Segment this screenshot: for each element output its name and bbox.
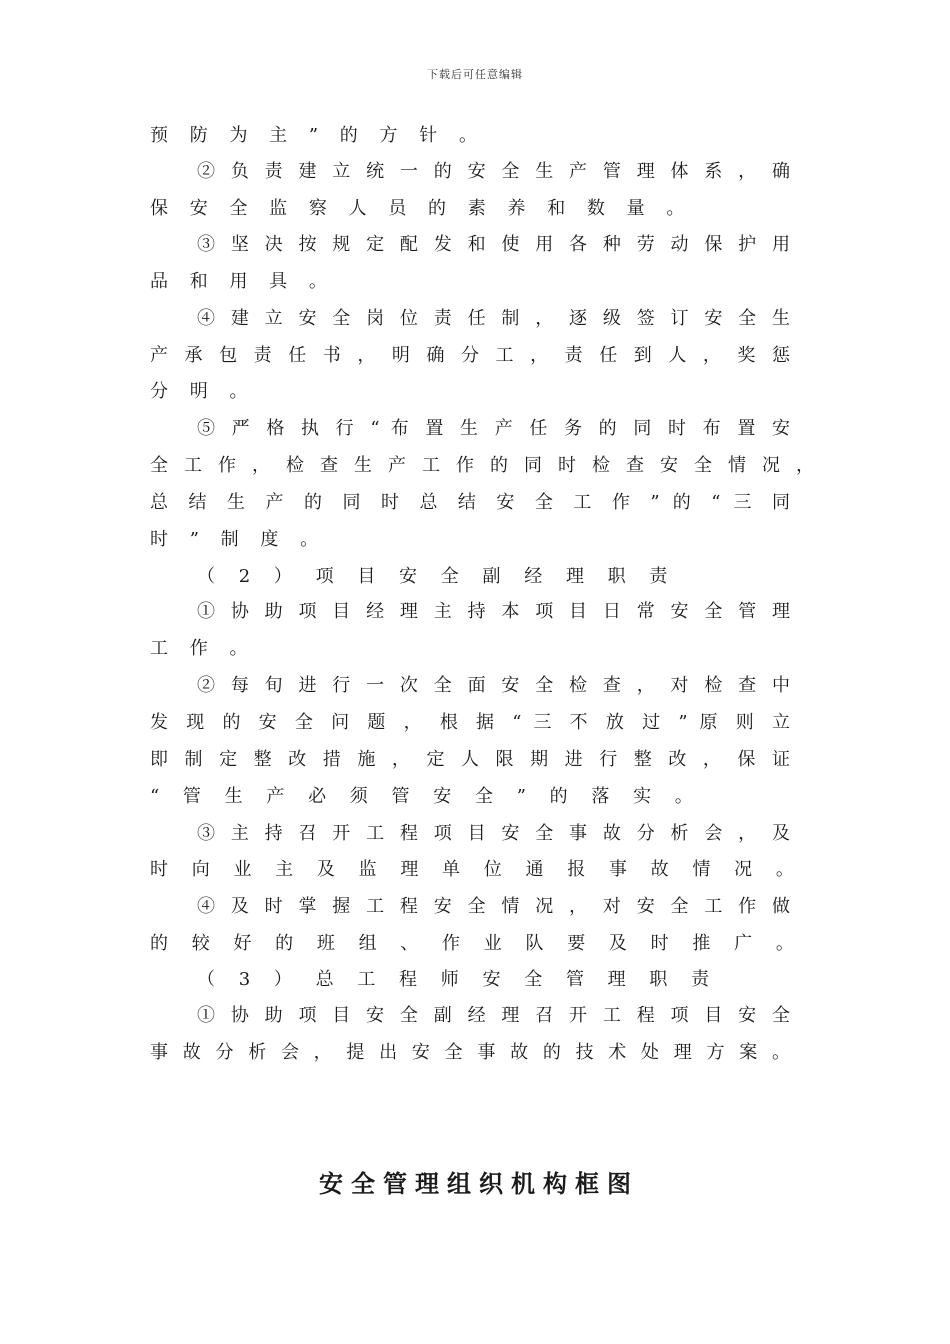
page-header-note: 下载后可任意编辑 bbox=[427, 68, 523, 81]
body-line: 时 向 业 主 及 监 理 单 位 通 报 事 故 情 况 。 bbox=[150, 859, 803, 880]
body-line: 发 现 的 安 全 问 题 ， 根 据 “ 三 不 放 过 ” 原 则 立 bbox=[150, 712, 790, 733]
body-line: ① 协 助 项 目 安 全 副 经 理 召 开 工 程 项 目 安 全 bbox=[197, 1005, 790, 1026]
body-line: “ 管 生 产 必 须 管 安 全 ” 的 落 实 。 bbox=[150, 786, 702, 807]
body-line: 事 故 分 析 会 ， 提 出 安 全 事 故 的 技 术 处 理 方 案 。 bbox=[150, 1042, 790, 1063]
body-line: ① 协 助 项 目 经 理 主 持 本 项 目 日 常 安 全 管 理 bbox=[197, 601, 790, 622]
body-line: 品 和 用 具 。 bbox=[150, 271, 335, 292]
body-line: ② 每 旬 进 行 一 次 全 面 安 全 检 查 ， 对 检 查 中 bbox=[197, 675, 790, 696]
body-line: ② 负 责 建 立 统 一 的 安 全 生 产 管 理 体 系 ， 确 bbox=[197, 161, 790, 182]
body-line: 的 较 好 的 班 组 、 作 业 队 要 及 时 推 广 。 bbox=[150, 933, 803, 954]
body-line: ③ 主 持 召 开 工 程 项 目 安 全 事 故 分 析 会 ， 及 bbox=[197, 823, 790, 844]
body-line: 时 ” 制 度 。 bbox=[150, 529, 327, 550]
body-line: ⑤ 严 格 执 行 “ 布 置 生 产 任 务 的 同 时 布 置 安 bbox=[197, 418, 790, 439]
body-line: ④ 建 立 安 全 岗 位 责 任 制 ， 逐 级 签 订 安 全 生 bbox=[197, 308, 790, 329]
section-heading: （ 2 ） 项 目 安 全 副 经 理 职 责 bbox=[197, 566, 677, 587]
body-line: ③ 坚 决 按 规 定 配 发 和 使 用 各 种 劳 动 保 护 用 bbox=[197, 234, 790, 255]
body-line: 总 结 生 产 的 同 时 总 结 安 全 工 作 ” 的 “ 三 同 bbox=[150, 492, 790, 513]
body-line: 预 防 为 主 ” 的 方 针 。 bbox=[150, 125, 485, 146]
body-line: 工 作 。 bbox=[150, 638, 256, 659]
body-line: 保 安 全 监 察 人 员 的 素 养 和 数 量 。 bbox=[150, 198, 693, 219]
section-heading: （ 3 ） 总 工 程 师 安 全 管 理 职 责 bbox=[197, 969, 719, 990]
body-line: ④ 及 时 掌 握 工 程 安 全 情 况 ， 对 安 全 工 作 做 bbox=[197, 896, 790, 917]
body-line: 产 承 包 责 任 书 ， 明 确 分 工 ， 责 任 到 人 ， 奖 惩 bbox=[150, 345, 790, 366]
body-line: 即 制 定 整 改 措 施 ， 定 人 限 期 进 行 整 改 ， 保 证 bbox=[150, 749, 790, 770]
diagram-title: 安全管理组织机构框图 bbox=[319, 1170, 639, 1198]
body-line: 全 工 作 ， 检 查 生 产 工 作 的 同 时 检 查 安 全 情 况 ， bbox=[150, 455, 814, 476]
body-line: 分 明 。 bbox=[150, 381, 256, 402]
